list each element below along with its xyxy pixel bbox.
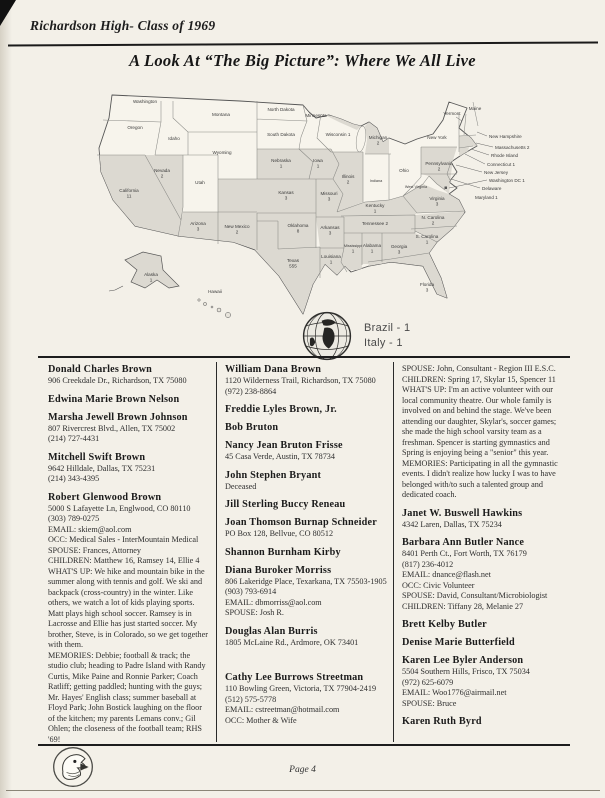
page-number: Page 4 [289, 765, 316, 775]
state-label: Mississippi [343, 244, 363, 248]
entry-detail: MEMORIES: Debbie; football & track; the studio club; heading to Padre Island with Randy Curtis, Mike Paine and Ronnie Parker; Coach Ratliff; getting paddled; hunting with the guys; Mr. Hayes' English class; summer baseball at Floyd Park; John Bostick laughing on the floor of the kitchen; my parents Lemans conv.; Gil Ohlen; the closeness of the football team; RHS '69! [48, 650, 206, 744]
directory-entry [225, 440, 387, 463]
state-label: Montana [212, 112, 230, 117]
state-label: Washington DC 1 [489, 178, 525, 183]
alumnus-name: Cathy Lee Burrows Streetman [225, 672, 364, 683]
directory-entry [225, 672, 387, 726]
entry-detail: CHILDREN: Matthew 16, Ramsey 14, Ellie 4 [48, 556, 200, 565]
state-label: Illinois [341, 174, 355, 179]
entry-detail: (214) 343-4395 [48, 474, 100, 483]
state-label: Michigan [368, 135, 388, 140]
entry-detail: EMAIL: cstreetman@hotmail.com [225, 705, 340, 714]
state-count: 1 [316, 163, 320, 169]
entry-detail: CHILDREN: Tiffany 28, Melanie 27 [402, 601, 524, 611]
page-title: A Look At “The Big Picture”: Where We All Live [129, 51, 476, 70]
directory-entry [402, 619, 565, 630]
state-label: Florida [419, 282, 435, 287]
alumnus-name: Shannon Burnham Kirby [225, 546, 341, 558]
entry-detail: 807 Rivercrest Blvd., Allen, TX 75002 [48, 423, 176, 433]
state-label: Tennessee 2 [361, 221, 389, 226]
entry-detail: PO Box 128, Bellvue, CO 80512 [225, 529, 334, 538]
state-label: Kentucky [365, 203, 385, 208]
state-label: Hawaii [208, 289, 222, 294]
entry-detail: (903) 793-6914 [225, 587, 277, 596]
entry-detail: 45 Casa Verde, Austin, TX 78734 [225, 452, 335, 461]
directory-entry [225, 626, 387, 649]
state-count: 3 [327, 196, 331, 202]
directory-column-2 [217, 362, 394, 742]
entry-detail: 9642 Hilldale, Dallas, TX 75231 [48, 463, 156, 473]
state-count: 1 [279, 163, 283, 169]
alumnus-name: Freddie Lyles Brown, Jr. [225, 404, 337, 415]
dc-marker [445, 187, 448, 190]
state-label: Rhode Island [491, 153, 519, 158]
alumnus-name: Donald Charles Brown [48, 364, 153, 375]
directory-entry [402, 716, 565, 727]
footer-rule [6, 790, 600, 791]
entry-detail: (972) 625-6079 [402, 677, 454, 687]
state-count: 555 [289, 263, 297, 269]
directory-column-1 [40, 362, 217, 742]
directory-entry [402, 537, 565, 612]
state-label: Pennsylvania [425, 161, 453, 166]
state-label: Arkansas [320, 225, 340, 230]
entry-detail: (972) 238-8864 [225, 386, 277, 396]
state-label: Wyoming [212, 150, 232, 155]
entry-detail: WHAT'S UP: I'm an active volunteer with our local community theatre. Our whole family is involved on and behind the stage. We've been attending our daughter, Skylar's, soccer games; she made the high school varsity team as a freshman. Spencer is starting gymnastics and Spring is enjoying being a "senior" this year. [402, 385, 557, 457]
state-label: Georgia [390, 244, 408, 249]
state-count: 1 [329, 259, 333, 265]
directory-entry [225, 517, 387, 540]
alumnus-name: Brett Kelby Butler [402, 619, 487, 630]
state-label: Kansas [278, 190, 294, 195]
state-label: Nebraska [271, 158, 291, 163]
alumnus-name: Nancy Jean Bruton Frisse [225, 440, 343, 451]
directory-entry [402, 655, 565, 709]
alumnus-name: Karen Lee Byler Anderson [402, 655, 524, 666]
entry-detail: SPOUSE: Josh R. [225, 608, 284, 617]
hawaii-islands [198, 299, 231, 318]
directory-column-3 [394, 362, 571, 742]
state-count: 3 [196, 226, 200, 232]
directory-entry [48, 394, 210, 405]
masthead-rule [8, 41, 598, 46]
entry-detail: SPOUSE: Bruce [402, 698, 457, 708]
entry-detail: Deceased [225, 481, 257, 491]
state-count: 1 [351, 248, 355, 254]
state-label: Vermont [443, 111, 461, 116]
state-label: California [119, 188, 139, 193]
state-count: 1 [425, 239, 429, 245]
alumnus-name: William Dana Brown [225, 364, 322, 375]
entry-detail: 110 Bowling Green, Victoria, TX 77904-2419 [225, 684, 377, 693]
aleutians [109, 286, 123, 291]
entry-detail: EMAIL: dbmorriss@aol.com [225, 597, 322, 607]
state-count: 3 [397, 249, 401, 255]
state-label: Alabama [362, 243, 382, 248]
state-label: Delaware [482, 186, 502, 191]
state-count: 2 [346, 179, 350, 185]
directory-entry [225, 499, 387, 510]
state-label: New Jersey [484, 170, 508, 175]
entry-detail: OCC: Mother & Wife [225, 715, 297, 725]
entry-detail: 1120 Wilderness Trail, Richardson, TX 75080 [225, 376, 376, 385]
directory-entry [225, 470, 387, 493]
directory-entry [48, 364, 210, 387]
state-count: 1 [149, 277, 153, 283]
entry-detail: SPOUSE: David, Consultant/Microbiologist [402, 591, 548, 600]
directory-entry [225, 422, 387, 433]
entry-detail: 806 Lakeridge Place, Texarkana, TX 75503-1905 [225, 576, 387, 586]
state-label: Utah [195, 180, 205, 185]
international-legend [300, 309, 410, 363]
state-label: Wisconsin 1 [325, 132, 351, 137]
state-label: Ohio [399, 168, 409, 173]
state-label: Minnesota [305, 113, 327, 118]
alumnus-name: Joan Thomson Burnap Schneider [225, 517, 377, 528]
state-label: Missouri [320, 191, 338, 196]
state-label: Louisiana [321, 254, 341, 259]
entry-detail: 1805 McLaine Rd., Ardmore, OK 73401 [225, 637, 359, 647]
state-count: 3 [425, 287, 429, 293]
state-label: Arizona [190, 221, 206, 226]
state-label: S. Carolina [415, 234, 439, 239]
alumnus-name: Karen Ruth Byrd [402, 716, 482, 727]
alumnus-name: Douglas Alan Burris [225, 625, 318, 637]
directory-entry [402, 637, 565, 648]
directory-bottom-rule [38, 744, 570, 746]
directory-entry [48, 412, 210, 445]
state-label: Indiana [369, 179, 383, 183]
state-count: 2 [376, 140, 380, 146]
directory-entry [48, 492, 210, 746]
state-count: 1 [373, 208, 377, 214]
directory [40, 362, 571, 742]
state-label: Connecticut 1 [487, 162, 516, 167]
alumnus-name: Denise Marie Butterfield [402, 637, 515, 648]
state-label: Virginia [429, 196, 445, 201]
state-label: Oregon [127, 125, 143, 130]
state-label: West Virginia [404, 185, 428, 189]
scan-edge-shadow [0, 0, 12, 798]
state-label: Idaho [168, 136, 180, 141]
entry-detail: EMAIL: dnance@flash.net [402, 570, 491, 579]
masthead: Richardson High- Class of 1969 [30, 18, 216, 33]
state-label: Alaska [144, 272, 158, 277]
alumnus-name: Janet W. Buswell Hawkins [402, 507, 523, 519]
directory-entry [402, 364, 565, 501]
state-label: New Mexico [224, 224, 250, 229]
entry-detail: (817) 236-4012 [402, 559, 454, 569]
state-label: Washington [132, 99, 158, 104]
state-count: 2 [431, 220, 435, 226]
globe-icon [300, 309, 354, 363]
entry-detail: MEMORIES: Participating in all the gymnastic events. I didn't realize how lucky I was to have belonged with/to such a talented group and dedicated coach. [402, 458, 558, 499]
entry-detail: EMAIL: Woo1776@airmail.net [402, 688, 507, 697]
state-count: 3 [284, 195, 288, 201]
entry-detail: OCC: Medical Sales - InterMountain Medical [48, 535, 199, 544]
legend-italy: Italy - 1 [364, 337, 403, 349]
state-label: Nevada [154, 168, 170, 173]
entry-detail: (512) 575-5778 [225, 694, 277, 704]
directory-entry [402, 508, 565, 531]
directory-entry [225, 404, 387, 415]
alumnus-name: Robert Glenwood Brown [48, 491, 162, 503]
alumnus-name: Barbara Ann Butler Nance [402, 537, 525, 548]
state-label: South Dakota [267, 132, 295, 137]
legend-brazil: Brazil - 1 [364, 322, 411, 334]
entry-detail: 906 Creekdale Dr., Richardson, TX 75080 [48, 376, 187, 385]
alumnus-name: Mitchell Swift Brown [48, 451, 146, 463]
entry-detail: CHILDREN: Spring 17, Skylar 15, Spencer 11 [402, 374, 556, 384]
state-count: 11 [126, 193, 132, 199]
entry-detail: (303) 789-0275 [48, 514, 100, 523]
state-label: North Dakota [267, 107, 295, 112]
state-label: N. Carolina [421, 215, 445, 220]
directory-entry [225, 565, 387, 619]
state-label: Maine [468, 106, 482, 111]
alumnus-name: Bob Bruton [225, 422, 279, 433]
state-label: Iowa [313, 158, 323, 163]
entry-detail: SPOUSE: John, Consultant - Region III E.S.C. [402, 364, 556, 373]
entry-detail: WHAT'S UP: We hike and mountain bike in the summer along with tennis and golf. We ski and backpack (cross-country) in the winter. Like others, we watch a lot of kids playing sports. Matt plays high school soccer. Ramsey is in Lacrosse and Ellie has just started soccer. My brother, Steve, is in Colorado, so we get together with them. [48, 566, 208, 649]
entry-detail: (214) 727-4431 [48, 434, 100, 443]
state-count: 2 [437, 166, 441, 172]
state-count: 3 [435, 201, 439, 207]
directory-entry [225, 364, 387, 397]
entry-detail: EMAIL: skiem@aol.com [48, 524, 132, 534]
state-count: 3 [328, 230, 332, 236]
directory-entry [225, 547, 387, 558]
entry-detail: OCC: Civic Volunteer [402, 580, 475, 590]
state-count: 1 [370, 248, 374, 254]
state-label: Maryland 1 [475, 195, 498, 200]
entry-detail: SPOUSE: Frances, Attorney [48, 545, 142, 555]
state-label: New York [427, 135, 447, 140]
state-label: Massachusetts 2 [495, 145, 530, 150]
state-label: Texas [287, 258, 299, 263]
state-count: 8 [296, 228, 300, 234]
directory-top-rule [38, 356, 570, 358]
alumnus-name: John Stephen Bryant [225, 469, 322, 481]
state-count: 2 [160, 173, 164, 179]
state-count: 2 [235, 229, 239, 235]
entry-detail: 4342 Laren, Dallas, TX 75234 [402, 519, 502, 529]
directory-entry [48, 452, 210, 485]
entry-detail: 5504 Southern Hills, Frisco, TX 75034 [402, 667, 530, 676]
alumnus-name: Jill Sterling Buccy Reneau [225, 499, 346, 510]
alumnus-name: Diana Buroker Morriss [225, 564, 332, 576]
state-label: Oklahoma [287, 223, 309, 228]
alumnus-name: Edwina Marie Brown Nelson [48, 393, 180, 405]
entry-detail: 5000 S Lafayette Ln, Englwood, CO 80110 [48, 503, 191, 513]
entry-detail: 8401 Perth Ct., Fort Worth, TX 76179 [402, 549, 527, 558]
state-label: New Hampshire [489, 134, 522, 139]
alumnus-name: Marsha Jewell Brown Johnson [48, 411, 188, 423]
us-map [85, 92, 550, 342]
